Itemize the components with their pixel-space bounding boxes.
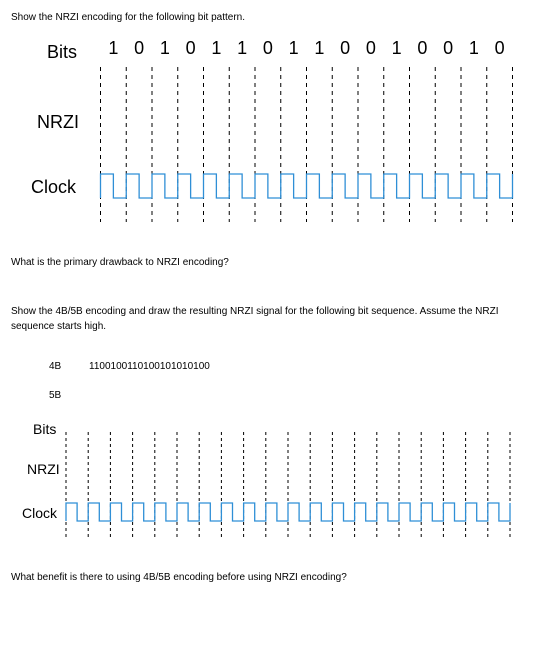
bit-value: 0 (494, 38, 505, 58)
bit-value: 0 (262, 38, 273, 58)
table-value-4b: 1100100110100101010100 (89, 361, 210, 372)
bit-value: 1 (108, 38, 119, 58)
bit-value: 0 (340, 38, 351, 58)
clock-label: Clock (31, 177, 77, 197)
bit-value: 1 (391, 38, 402, 58)
question-nrzi-drawback: What is the primary drawback to NRZI encoding? (11, 257, 229, 268)
question-nrzi-encoding: Show the NRZI encoding for the following bit pattern. (11, 12, 246, 23)
table-label-5b: 5B (49, 390, 62, 401)
bit-value: 0 (365, 38, 376, 58)
question-4b5b-encoding: Show the 4B/5B encoding and draw the resulting NRZI signal for the following bit sequence. Assume the NRZI sequence starts high. (11, 306, 499, 332)
bits-label: Bits (47, 42, 78, 62)
bit-value: 1 (288, 38, 299, 58)
fig1-clock-signal (101, 174, 513, 198)
bit-value: 0 (134, 38, 145, 58)
bits-label-2: Bits (33, 421, 57, 437)
bit-value: 0 (185, 38, 196, 58)
fig2-clock-signal (66, 503, 510, 521)
nrzi-label-2: NRZI (27, 461, 60, 477)
bit-value: 1 (314, 38, 325, 58)
table-label-4b: 4B (49, 361, 62, 372)
bit-value: 1 (237, 38, 248, 58)
question-4b5b-benefit: What benefit is there to using 4B/5B encoding before using NRZI encoding? (11, 572, 347, 583)
bit-value: 0 (443, 38, 454, 58)
bit-value: 1 (211, 38, 222, 58)
bit-value: 1 (468, 38, 479, 58)
clock-label-2: Clock (22, 505, 58, 521)
nrzi-label: NRZI (37, 112, 79, 132)
bit-value: 0 (417, 38, 428, 58)
bit-value: 1 (159, 38, 170, 58)
